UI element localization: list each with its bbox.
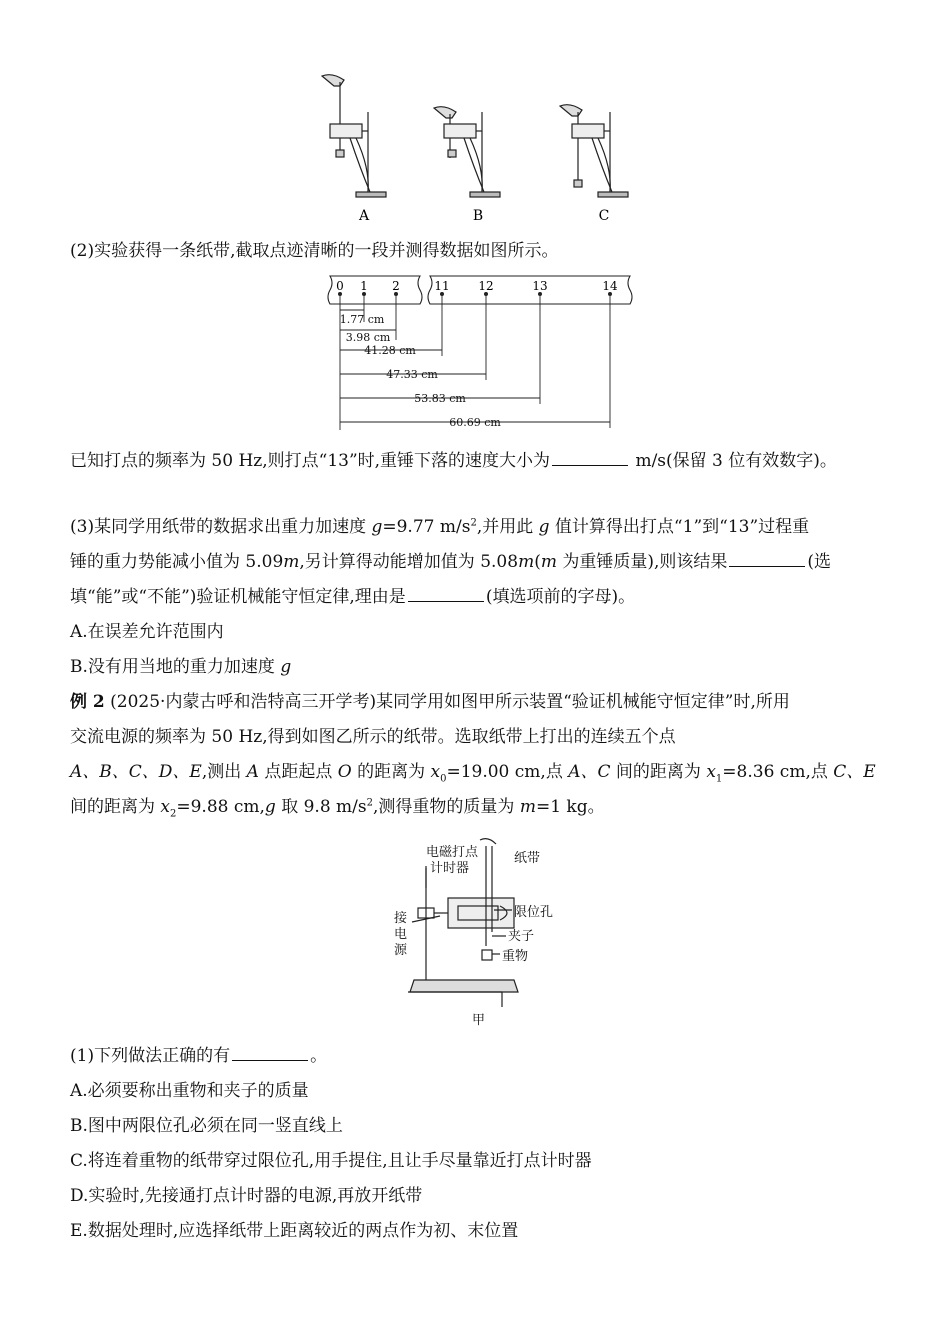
dist-12: 47.33 cm xyxy=(386,368,438,381)
caption-jia: 甲 xyxy=(472,1013,486,1028)
label-hole: 限位孔 xyxy=(514,905,554,920)
label-timer-2: 计时器 xyxy=(430,861,470,876)
q3-line-2: 锤的重力势能减小值为 5.09m,另计算得动能增加值为 5.08m(m 为重锤质量),则该结果 (选 xyxy=(70,552,832,572)
example-2-line-3: A、B、C、D、E,测出 A 点距起点 O 的距离为 $x_0=19.00$ cm,点 A、C 间的距离为 $x_1=8.36$ cm,点 C、E xyxy=(70,762,876,785)
q1-stem: (1)下列做法正确的有 。 xyxy=(70,1046,328,1066)
label-b: B xyxy=(472,208,484,224)
tape-point-11: 11 xyxy=(434,279,450,293)
apparatus-abc-figure xyxy=(310,68,650,228)
example-2-line-2: 交流电源的频率为 50 Hz,得到如图乙所示的纸带。选取纸带上打出的连续五个点 xyxy=(70,727,676,747)
q1-option-b: B.图中两限位孔必须在同一竖直线上 xyxy=(70,1116,343,1136)
q3-line-3: 填“能”或“不能”)验证机械能守恒定律,理由是 (填选项前的字母)。 xyxy=(70,587,636,607)
example-2-line-4: 间的距离为 $x_2=9.88$ cm,g 取 9.8 $m/s^2$,测得重物的质量为 m=1 kg。 xyxy=(70,797,605,820)
tape-point-1: 1 xyxy=(360,279,368,293)
label-clamp: 夹子 xyxy=(508,929,535,944)
q1-option-e: E.数据处理时,应选择纸带上距离较近的两点作为初、末位置 xyxy=(70,1221,519,1241)
label-weight: 重物 xyxy=(502,949,529,964)
q1-option-a: A.必须要称出重物和夹子的质量 xyxy=(70,1081,309,1101)
answer-blank-correct[interactable] xyxy=(232,1044,308,1061)
q3-option-b: B.没有用当地的重力加速度 g xyxy=(70,657,292,677)
label-power-2: 电 xyxy=(394,927,408,942)
apparatus-jia-figure xyxy=(382,832,582,1030)
q2-answer-line: 已知打点的频率为 50 Hz,则打点“13”时,重锤下落的速度大小为 m/s(保留 3 位有效数字)。 xyxy=(70,451,837,471)
answer-blank-can-verify[interactable] xyxy=(729,550,805,567)
answer-blank-reason[interactable] xyxy=(408,585,484,602)
q1-option-d: D.实验时,先接通打点计时器的电源,再放开纸带 xyxy=(70,1186,423,1206)
tape-point-0: 0 xyxy=(336,279,344,293)
tape-point-13: 13 xyxy=(532,279,548,293)
dist-11: 41.28 cm xyxy=(364,344,416,357)
label-timer: 电磁打点 xyxy=(426,845,479,860)
q3-line-1: (3)某同学用纸带的数据求出重力加速度 g=9.77 $m/s^2$,并用此 g 值计算得出打点“1”到“13”过程重 xyxy=(70,517,810,537)
answer-blank-velocity[interactable] xyxy=(552,449,628,466)
tape-point-12: 12 xyxy=(478,279,494,293)
q1-option-c: C.将连着重物的纸带穿过限位孔,用手提住,且让手尽量靠近打点计时器 xyxy=(70,1151,592,1171)
label-a: A xyxy=(358,208,370,224)
dist-2: 3.98 cm xyxy=(345,331,391,344)
label-c: C xyxy=(598,208,610,224)
label-tape: 纸带 xyxy=(514,851,541,866)
dist-14: 60.69 cm xyxy=(449,416,501,429)
dist-1: 1.77 cm xyxy=(339,313,385,326)
label-power-1: 接 xyxy=(394,911,408,926)
dist-13: 53.83 cm xyxy=(414,392,466,405)
q2-text: (2)实验获得一条纸带,截取点迹清晰的一段并测得数据如图所示。 xyxy=(70,241,559,261)
tape-point-14: 14 xyxy=(602,279,618,293)
tape-point-2: 2 xyxy=(392,279,400,293)
label-power-3: 源 xyxy=(394,943,408,958)
example-2-line-1: 例 2 (2025·内蒙古呼和浩特高三开学考)某同学用如图甲所示装置“验证机械能守恒定律”时,所用 xyxy=(70,692,790,712)
paper-tape-figure xyxy=(320,270,640,432)
q3-option-a: A.在误差允许范围内 xyxy=(70,622,224,642)
